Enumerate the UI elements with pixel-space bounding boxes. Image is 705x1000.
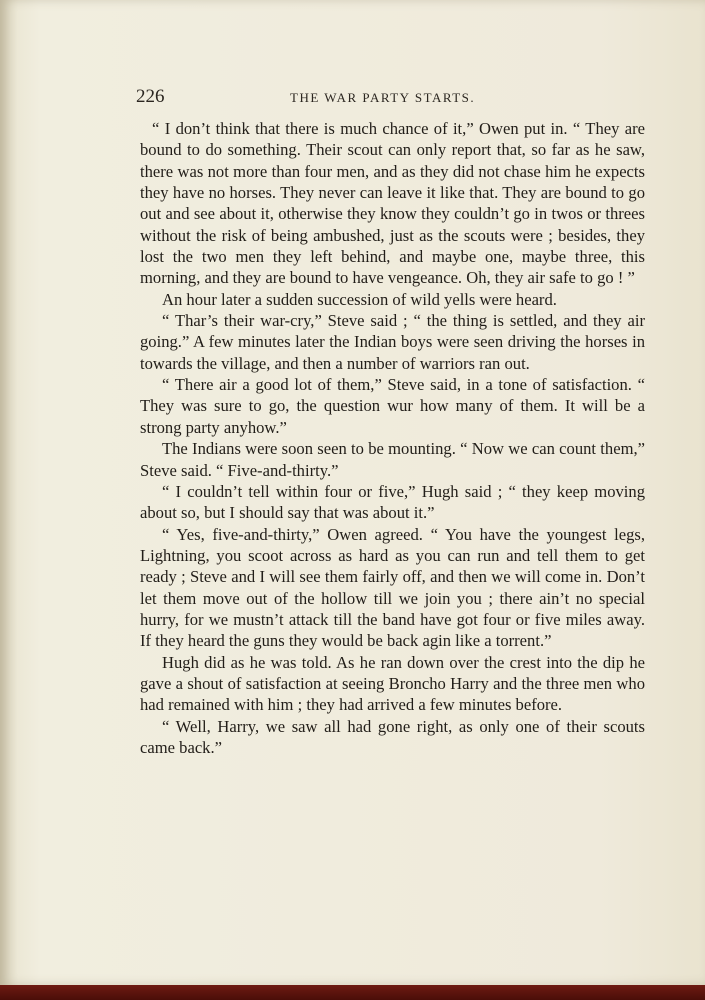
paragraph: “ I don’t think that there is much chance of it,” Owen put in. “ They are bound to do something. Their scout can only report that, so far as he saw, there was not more than four men, and as they did not chase him he expects they have no horses. They never can leave it like that. They are bound to go out and see about it, otherwise they know they couldn’t go in twos or threes without the risk of being ambushed, just as the scouts were ; besides, they lost the two men they left behind, and maybe one, maybe three, this morning, and they are bound to have vengeance. Oh, they air safe to go ! ”: [140, 119, 645, 288]
body-text: [140, 118, 645, 758]
paragraph: “ Thar’s their war-cry,” Steve said ; “ the thing is settled, and they air going.” A few minutes later the Indian boys were seen driving the horses in towards the village, and then a number of warriors ran out.: [140, 311, 645, 373]
running-title: THE WAR PARTY STARTS.: [290, 90, 476, 105]
page-edge: [0, 985, 705, 1000]
paragraph: “ There air a good lot of them,” Steve said, in a tone of satisfaction. “ They was sure to go, the question wur how many of them. It will be a strong party anyhow.”: [140, 375, 645, 437]
paragraph: Hugh did as he was told. As he ran down over the crest into the dip he gave a shout of satisfaction at seeing Broncho Harry and the three men who had remained with him ; they had arrived a few minutes before.: [140, 652, 645, 715]
paragraph: “ I couldn’t tell within four or five,” Hugh said ; “ they keep moving about so, but I should say that was about it.”: [140, 481, 645, 523]
paragraph: “ Yes, five-and-thirty,” Owen agreed. “ You have the youngest legs, Lightning, you scoot across as hard as you can run and tell them to get ready ; Steve and I will see them fairly off, and then we will come in. Don’t let them move out of the hollow till we join you ; there ain’t no special hurry, for we mustn’t attack till the band have got four or five miles away. If they heard the guns they would be back agin like a torrent.”: [140, 524, 645, 651]
paragraph: “ Well, Harry, we saw all had gone right, as only one of their scouts came back.”: [140, 716, 645, 757]
paragraph: The Indians were soon seen to be mounting. “ Now we can count them,” Steve said. “ Five-and-thirty.”: [140, 439, 645, 480]
paragraph: An hour later a sudden succession of wild yells were heard.: [162, 289, 557, 309]
page-number: 226: [136, 86, 165, 107]
page-header: [136, 86, 636, 112]
